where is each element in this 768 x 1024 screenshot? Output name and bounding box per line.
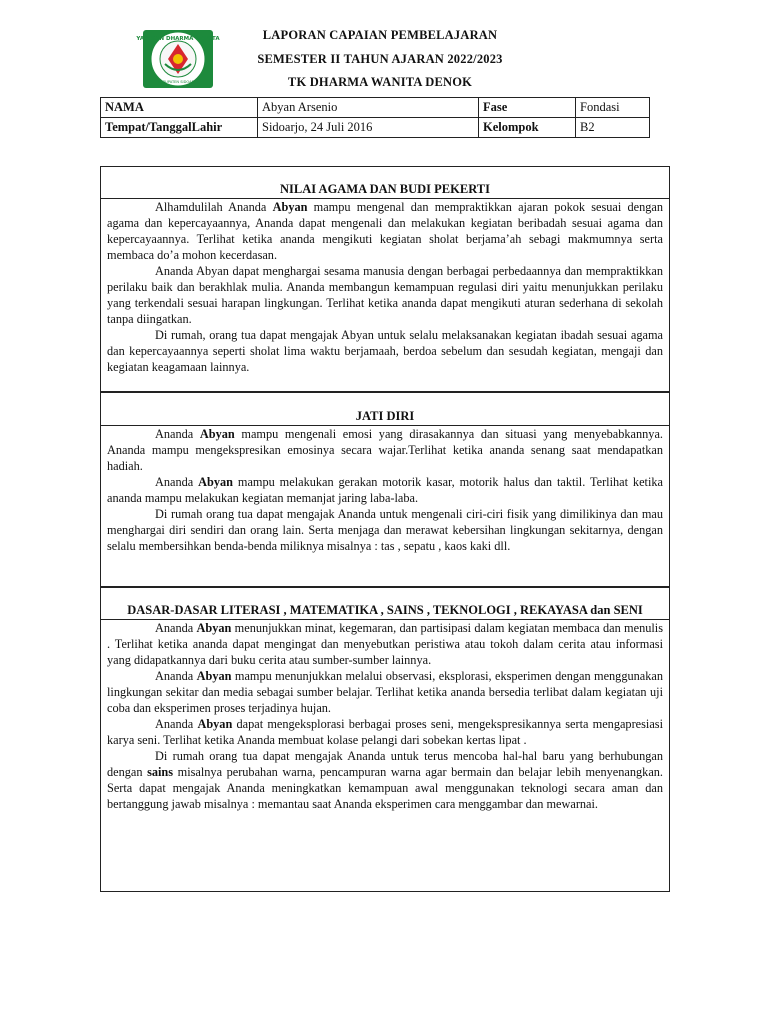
phase-label: Fase [479, 98, 576, 118]
emphasis-text: Abyan [198, 475, 233, 489]
section-literacy-steam [100, 587, 670, 892]
section-body [101, 620, 669, 812]
semester-title: SEMESTER II TAHUN AJARAN 2022/2023 [257, 52, 503, 66]
section-title: JATI DIRI [101, 408, 669, 426]
section-title: DASAR-DASAR LITERASI , MATEMATIKA , SAINS , TEKNOLOGI , REKAYASA dan SENI [101, 602, 669, 620]
emphasis-text: Abyan [197, 717, 233, 731]
birth-value: Sidoarjo, 24 Juli 2016 [258, 118, 479, 138]
name-value: Abyan Arsenio [258, 98, 479, 118]
name-label: NAMA [101, 98, 258, 118]
logo-text-bottom: KABUPATEN SIDOARJO [158, 80, 198, 84]
section-body [101, 199, 669, 375]
emphasis-text: Abyan [272, 200, 308, 214]
section-title: NILAI AGAMA DAN BUDI PEKERTI [101, 181, 669, 199]
emphasis-text: Abyan [196, 621, 232, 635]
section-paragraph: Ananda Abyan dapat mengeksplorasi berbagai proses seni, mengekspresikannya serta mengapresiasi karya seni. Terlihat ketika Ananda membuat kolase pelangi dari sobekan kertas lipat . [107, 717, 663, 747]
identity-row-birth [101, 118, 650, 138]
group-value: B2 [576, 118, 650, 138]
section-paragraph: Ananda Abyan menunjukkan minat, kegemaran, dan partisipasi dalam kegiatan membaca dan menulis . Terlihat ketika ananda dapat mengingat dan menyebutkan peristiwa atau tokoh dalam cerita atau informasi yang didapatkannya dari buku cerita atau sumber-sumber lainnya. [107, 621, 663, 667]
identity-row-name [101, 98, 650, 118]
dharma-wanita-logo [136, 30, 220, 88]
birth-label: Tempat/TanggalLahir [101, 118, 258, 138]
section-paragraph: Di rumah orang tua dapat mengajak Ananda untuk mengenali ciri-ciri fisik yang dimilikinya dan mau menghargai diri sendiri dan orang lain. Serta menjaga dan merawat kebersihan lingkungan sekitarnya, dengan selalu membersihkan benda-benda miliknya misalnya : tas , sepatu , kaos kaki dll. [107, 507, 663, 553]
emphasis-text: sains [147, 765, 174, 779]
section-paragraph: Di rumah orang tua dapat mengajak Ananda untuk terus mencoba hal-hal baru yang berhubungan dengan sains misalnya perubahan warna, pencampuran warna agar bermain dan belajar lebih menyenangkan. Serta dapat mengajak Ananda meningkatkan kemampuan awal menggunakan teknologi secara aman dan bertanggung jawab misalnya : memantau saat Ananda eksperimen cara menggambar dan mewarnai. [107, 749, 663, 811]
section-paragraph: Ananda Abyan dapat menghargai sesama manusia dengan berbagai perbedaannya dan mempraktikkan perilaku baik dan berakhlak mulia. Ananda membangun kemampuan regulasi diri yaitu menunjukkan perilaku yang terkendali sesuai harapan lingkungan. Terlihat ketika ananda dapat mengikuti aturan sederhana di sekolah tanpa diingatkan. [107, 264, 663, 326]
dharma-wanita-emblem-icon [136, 30, 220, 88]
section-paragraph: Alhamdulilah Ananda Abyan mampu mengenal dan mempraktikkan ajaran pokok sesuai dengan agama dan kepercayaannya, Ananda dapat mengenali dan melakukan kegiatan beribadah sesuai agama dan kepercayaannya. Terlihat ketika ananda mengikuti kegiatan sholat berjama’ah sebagi makmumnya serta membaca do’a mohon kecerdasan. [107, 200, 663, 262]
phase-value: Fondasi [576, 98, 650, 118]
school-name: TK DHARMA WANITA DENOK [287, 75, 473, 89]
section-self-identity [100, 392, 670, 587]
section-paragraph: Ananda Abyan mampu mengenali emosi yang dirasakannya dan situasi yang menyebabkannya. Ananda mampu mengekspresikan emosinya secara wajar.Terlihat ketika ananda senang saat mendapatkan hadiah. [107, 427, 663, 473]
student-identity-table [100, 97, 650, 138]
section-paragraph: Ananda Abyan mampu melakukan gerakan motorik kasar, motorik halus dan taktil. Terlihat ketika ananda mampu melakukan kegiatan memanjat jaring laba-laba. [107, 475, 663, 505]
report-title: LAPORAN CAPAIAN PEMBELAJARAN [262, 28, 498, 42]
group-label: Kelompok [479, 118, 576, 138]
emphasis-text: Abyan [196, 669, 232, 683]
section-body [101, 426, 669, 554]
logo-text-top: YAYASAN DHARMA WANITA [136, 36, 220, 42]
emphasis-text: Abyan [199, 427, 235, 441]
section-religious-values [100, 166, 670, 392]
section-paragraph: Di rumah, orang tua dapat mengajak Abyan untuk selalu melaksanakan kegiatan ibadah sesuai agama dan kepercayaannya seperti sholat lima waktu berjamaah, berdoa sebelum dan sesudah kegiatan, mengaji dan kegiatan keagamaan lainnya. [107, 328, 663, 374]
section-paragraph: Ananda Abyan mampu menunjukkan melalui observasi, eksplorasi, eksperimen dengan menggunakan lingkungan sekitar dan media sebagai sumber belajar. Terlihat ketika ananda bersedia terlibat dalam kegiatan uji coba dan eksperimen proses terjadinya hujan. [107, 669, 663, 715]
